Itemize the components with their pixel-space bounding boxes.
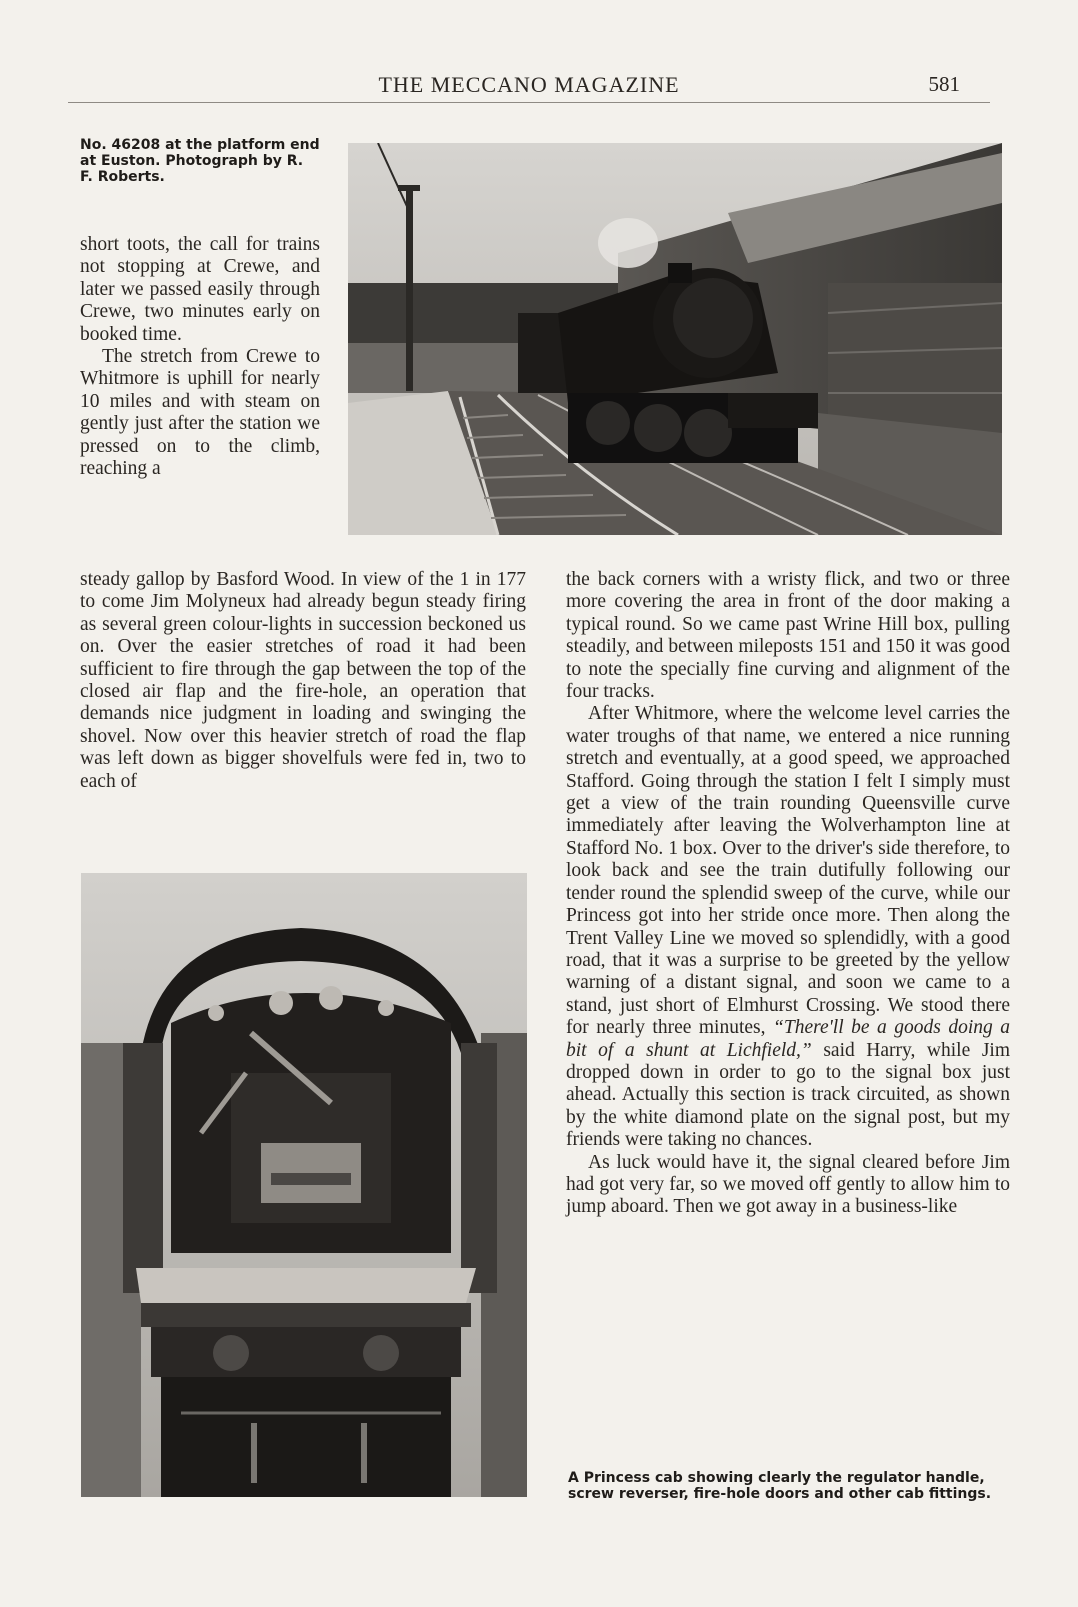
- right-column-text: [566, 569, 1010, 1219]
- cab-photo: [81, 873, 527, 1497]
- right-paragraph-2: [566, 703, 1010, 1151]
- page-header: [68, 70, 990, 103]
- left-column-text: [80, 569, 526, 793]
- narrow-paragraph-2: The stretch from Crewe to Whitmore is uphill for nearly 10 miles and with steam on gently just after the station we pressed on to the climb, reaching a: [80, 346, 320, 480]
- right-paragraph-3: As luck would have it, the signal cleared before Jim had got very far, so we moved off gently to allow him to jump aboard. Then we got away in a business-like: [566, 1151, 1010, 1218]
- right-paragraph-1: the back corners with a wristy flick, and two or three more covering the area in front of the door making a typical round. So we came past Wrine Hill box, pulling steadily, and between mileposts 151 and 150 it was good to note the specially fine curving and alignment of the four tracks.: [566, 569, 1010, 703]
- right-paragraph-2-end: said Harry, while Jim dropped down in order to go to the signal box just ahead. Actually this section is track circuited, as shown by the white diamond plate on the signal post, but my friends were taking no chances.: [566, 1039, 1010, 1151]
- locomotive-photo: [348, 143, 1002, 535]
- right-paragraph-2-start: After Whitmore, where the welcome level carries the water troughs of that name, we entered a nice running stretch and eventually, at a good speed, we approached Stafford. Going through the station I felt I simply must get a view of the train rounding Queensville curve immediately after leaving the Wolverhampton line at Stafford No. 1 box. Over to the driver's side therefore, to look back and see the train dutifully following our tender round the splendid sweep of the curve, while our Princess got into her stride once more. Then along the Trent Valley Line we moved so splendidly, with a good road, that it was a surprise to be greeted by the yellow warning of a distant signal, and soon we came to a stand, just short of Elmhurst Crossing. We stood there for nearly three minutes,: [566, 703, 1010, 1039]
- lichfield-quote: “There'll be a goods doing a bit of a shunt at Lichfield,”: [566, 1017, 1010, 1061]
- narrow-column-text: [80, 234, 320, 480]
- page-number: 581: [928, 72, 960, 96]
- photo-caption-top: No. 46208 at the platform end at Euston. Photograph by R. F. Roberts.: [80, 137, 320, 185]
- left-paragraph: steady gallop by Basford Wood. In view of the 1 in 177 to come Jim Molyneux had already begun steady firing as several green colour-lights in succession beckoned us on. Over the easier stretches of road it had been sufficient to fire through the gap between the top of the closed air flap and the fire-hole, an operation that demands nice judgment in loading and swinging the shovel. Now over this heavier stretch of road the flap was left down as bigger shovelfuls were fed in, two to each of: [80, 569, 526, 792]
- narrow-paragraph-1: short toots, the call for trains not stopping at Crewe, and later we passed easily through Crewe, two minutes early on booked time.: [80, 234, 320, 345]
- photo-caption-bottom: A Princess cab showing clearly the regulator handle, screw reverser, fire-hole doors and other cab fittings.: [568, 1470, 992, 1502]
- magazine-title: THE MECCANO MAGAZINE: [378, 72, 680, 97]
